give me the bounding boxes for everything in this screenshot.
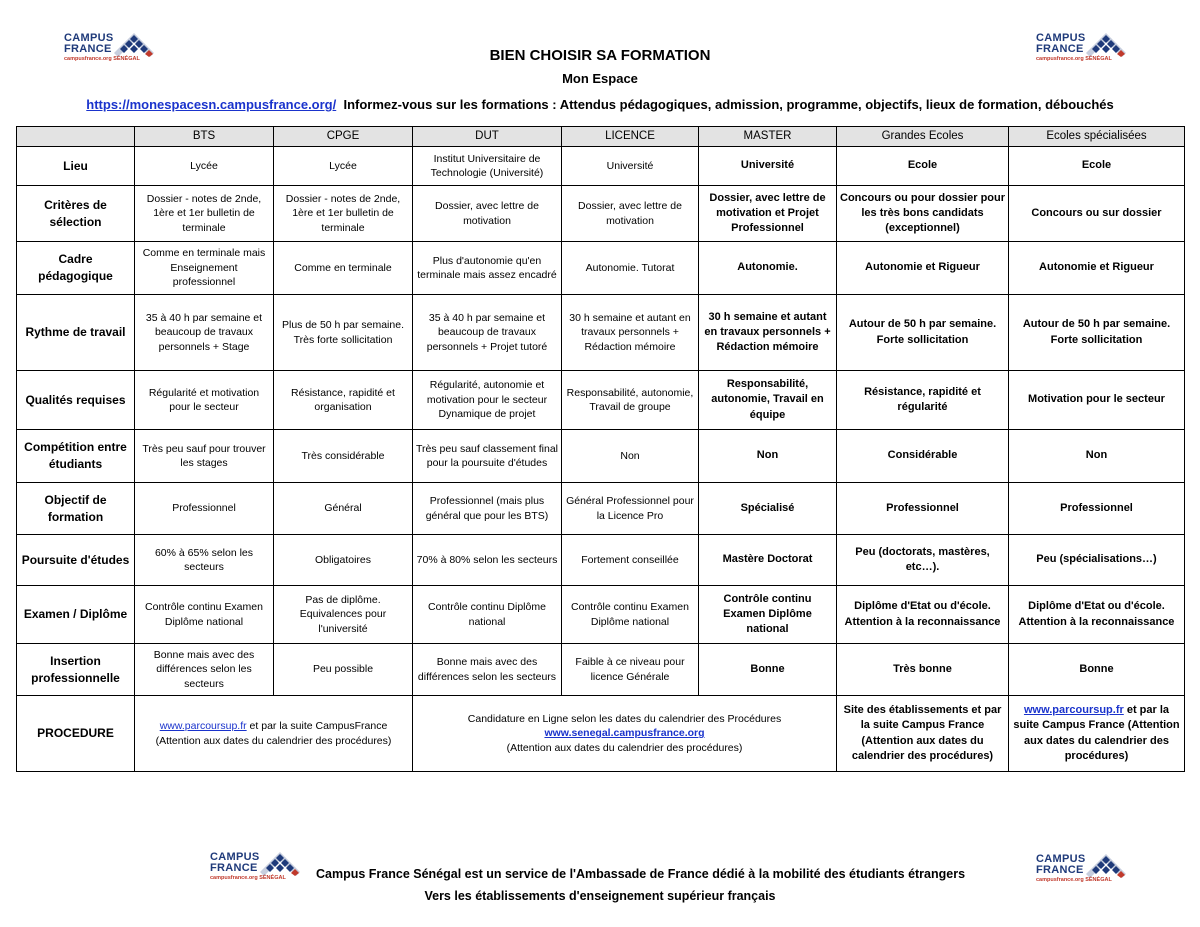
row-header: Rythme de travail (17, 295, 135, 371)
row-header: Insertion professionnelle (17, 644, 135, 696)
table-cell: Professionnel (1009, 483, 1185, 535)
table-cell: Lycée (135, 147, 274, 186)
table-cell: Non (1009, 430, 1185, 483)
table-cell: Non (699, 430, 837, 483)
column-header: CPGE (274, 127, 413, 147)
table-cell: Considérable (837, 430, 1009, 483)
campusfrance-senegal-link[interactable]: www.senegal.campusfrance.org (544, 727, 705, 740)
procedure-note: (Attention aux dates du calendrier des procédures) (155, 734, 392, 747)
logo-text-line1: CAMPUS (1036, 32, 1086, 44)
footer-line1: Campus France Sénégal est un service de l'Ambassade de France dédié à la mobilité des étudiants étrangers (316, 867, 966, 881)
row-header: Compétition entre étudiants (17, 430, 135, 483)
logo-country: SÉNÉGAL (1085, 56, 1112, 62)
logo-text-line2: FRANCE (64, 43, 112, 55)
column-header: Ecoles spécialisées (1009, 127, 1185, 147)
logo-diamond-icon (1086, 854, 1126, 878)
table-cell: Responsabilité, autonomie, Travail en équipe (699, 371, 837, 430)
table-cell: Résistance, rapidité et régularité (837, 371, 1009, 430)
table-cell: Comme en terminale mais Enseignement professionnel (135, 242, 274, 295)
table-row (17, 371, 1185, 430)
row-header: Qualités requises (17, 371, 135, 430)
header-link-line (0, 97, 1200, 112)
table-cell: Ecole (1009, 147, 1185, 186)
table-row (17, 430, 1185, 483)
table-cell: Concours ou sur dossier (1009, 186, 1185, 242)
parcoursup-link[interactable]: www.parcoursup.fr (159, 720, 247, 733)
row-header: Lieu (17, 147, 135, 186)
table-row (17, 147, 1185, 186)
table-cell: Spécialisé (699, 483, 837, 535)
formations-table (16, 126, 1185, 772)
row-header: Poursuite d'études (17, 535, 135, 586)
table-cell: Concours ou pour dossier pour les très bons candidats (exceptionnel) (837, 186, 1009, 242)
table-cell: Mastère Doctorat (699, 535, 837, 586)
table-cell: Responsabilité, autonomie, Travail de groupe (562, 371, 699, 430)
column-header: Grandes Ecoles (837, 127, 1009, 147)
table-cell: Diplôme d'Etat ou d'école. Attention à la reconnaissance (1009, 586, 1185, 644)
table-cell: Professionnel (837, 483, 1009, 535)
campus-france-logo (1036, 854, 1126, 888)
table-cell: 30 h semaine et autant en travaux personnels + Rédaction mémoire (562, 295, 699, 371)
table-cell: Autonomie. Tutorat (562, 242, 699, 295)
campus-france-logo (210, 852, 300, 886)
logo-url: campusfrance.org (210, 875, 258, 881)
row-header: Cadre pédagogique (17, 242, 135, 295)
logo-url: campusfrance.org (64, 56, 112, 62)
column-header: LICENCE (562, 127, 699, 147)
logo-text-line2: FRANCE (1036, 864, 1084, 876)
logo-diamond-icon (260, 852, 300, 876)
table-cell: 70% à 80% selon les secteurs (413, 535, 562, 586)
logo-text-line2: FRANCE (210, 862, 258, 874)
table-cell: Dossier, avec lettre de motivation et Projet Professionnel (699, 186, 837, 242)
table-cell: Résistance, rapidité et organisation (274, 371, 413, 430)
table-cell: Motivation pour le secteur (1009, 371, 1185, 430)
table-cell: Autour de 50 h par semaine. Forte sollicitation (837, 295, 1009, 371)
table-cell: Ecole (837, 147, 1009, 186)
row-header: PROCEDURE (17, 696, 135, 772)
logo-text-line1: CAMPUS (210, 851, 260, 863)
table-cell: Comme en terminale (274, 242, 413, 295)
table-row (17, 586, 1185, 644)
page-title: BIEN CHOISIR SA FORMATION (489, 47, 711, 64)
column-header: BTS (135, 127, 274, 147)
table-cell: 35 à 40 h par semaine et beaucoup de travaux personnels + Stage (135, 295, 274, 371)
table-cell: Autonomie. (699, 242, 837, 295)
procedure-text: et par la suite Campus France (Attention aux dates du calendrier des procédures) (1013, 704, 1180, 762)
table-cell: 35 à 40 h par semaine et beaucoup de travaux personnels + Projet tutoré (413, 295, 562, 371)
parcoursup-link[interactable]: www.parcoursup.fr (1023, 704, 1124, 717)
table-row (17, 295, 1185, 371)
header-link-description: Informez-vous sur les formations : Attendus pédagogiques, admission, programme, objectifs, lieux de formation, débouchés (343, 97, 1114, 112)
table-cell: Autour de 50 h par semaine. Forte sollicitation (1009, 295, 1185, 371)
table-cell: Peu possible (274, 644, 413, 696)
procedure-bts-cpge-cell (135, 696, 413, 772)
table-cell: Pas de diplôme. Equivalences pour l'université (274, 586, 413, 644)
table-cell: Bonne mais avec des différences selon les secteurs (135, 644, 274, 696)
table-cell: Autonomie et Rigueur (837, 242, 1009, 295)
table-row (17, 535, 1185, 586)
logo-text-line1: CAMPUS (1036, 853, 1086, 865)
table-cell: Peu (spécialisations…) (1009, 535, 1185, 586)
table-header-row (17, 127, 1185, 147)
table-cell: Plus de 50 h par semaine. Très forte sollicitation (274, 295, 413, 371)
table-cell: Bonne mais avec des différences selon les secteurs (413, 644, 562, 696)
table-cell: Faible à ce niveau pour licence Générale (562, 644, 699, 696)
column-header: DUT (413, 127, 562, 147)
table-cell: Contrôle continu Examen Diplôme national (135, 586, 274, 644)
table-row (17, 644, 1185, 696)
procedure-university-cell (413, 696, 837, 772)
table-cell: Université (562, 147, 699, 186)
table-cell: Professionnel (mais plus général que pour les BTS) (413, 483, 562, 535)
table-cell: Dossier - notes de 2nde, 1ère et 1er bulletin de terminale (274, 186, 413, 242)
procedure-ecoles-specialisees-cell (1009, 696, 1185, 772)
table-cell: Université (699, 147, 837, 186)
logo-country: SÉNÉGAL (113, 56, 140, 62)
table-cell: Professionnel (135, 483, 274, 535)
table-cell: Peu (doctorats, mastères, etc…). (837, 535, 1009, 586)
logo-country: SÉNÉGAL (259, 875, 286, 881)
procedure-note: (Attention aux dates du calendrier des procédures) (506, 741, 743, 754)
table-cell: Plus d'autonomie qu'en terminale mais assez encadré (413, 242, 562, 295)
table-cell: Régularité et motivation pour le secteur (135, 371, 274, 430)
footer-line2: Vers les établissements d'enseignement supérieur français (424, 889, 776, 903)
table-cell: Régularité, autonomie et motivation pour le secteur Dynamique de projet (413, 371, 562, 430)
table-row (17, 483, 1185, 535)
table-cell: Non (562, 430, 699, 483)
table-cell: Autonomie et Rigueur (1009, 242, 1185, 295)
procedure-grandes-ecoles-cell: Site des établissements et par la suite Campus France (Attention aux dates du calendrier des procédures) (837, 696, 1009, 772)
table-row (17, 242, 1185, 295)
table-cell: Contrôle continu Examen Diplôme national (699, 586, 837, 644)
table-cell: Contrôle continu Examen Diplôme national (562, 586, 699, 644)
table-row (17, 186, 1185, 242)
table-cell: Obligatoires (274, 535, 413, 586)
table-cell: Institut Universitaire de Technologie (Université) (413, 147, 562, 186)
row-header: Examen / Diplôme (17, 586, 135, 644)
table-cell: 30 h semaine et autant en travaux personnels + Rédaction mémoire (699, 295, 837, 371)
table-cell: Très peu sauf classement final pour la poursuite d'études (413, 430, 562, 483)
logo-country: SÉNÉGAL (1085, 877, 1112, 883)
table-cell: Lycée (274, 147, 413, 186)
row-header: Critères de sélection (17, 186, 135, 242)
table-cell: Bonne (699, 644, 837, 696)
table-cell: Très considérable (274, 430, 413, 483)
logo-url: campusfrance.org (1036, 56, 1084, 62)
table-cell: Contrôle continu Diplôme national (413, 586, 562, 644)
procedure-text: et par la suite CampusFrance (246, 720, 388, 733)
table-cell: Fortement conseillée (562, 535, 699, 586)
table-cell: Général Professionnel pour la Licence Pro (562, 483, 699, 535)
table-cell: Dossier, avec lettre de motivation (413, 186, 562, 242)
logo-text-line1: CAMPUS (64, 32, 114, 44)
page-subtitle: Mon Espace (562, 71, 638, 86)
procedure-text: Candidature en Ligne selon les dates du calendrier des Procédures (467, 712, 782, 725)
row-header: Objectif de formation (17, 483, 135, 535)
table-cell: Très peu sauf pour trouver les stages (135, 430, 274, 483)
column-header: MASTER (699, 127, 837, 147)
table-cell: 60% à 65% selon les secteurs (135, 535, 274, 586)
monespace-link[interactable]: https://monespacesn.campusfrance.org/ (86, 97, 337, 112)
column-header (17, 127, 135, 147)
logo-text-line2: FRANCE (1036, 43, 1084, 55)
table-cell: Diplôme d'Etat ou d'école. Attention à la reconnaissance (837, 586, 1009, 644)
table-cell: Dossier, avec lettre de motivation (562, 186, 699, 242)
table-cell: Très bonne (837, 644, 1009, 696)
table-cell: Bonne (1009, 644, 1185, 696)
table-cell: Général (274, 483, 413, 535)
procedure-row (17, 696, 1185, 772)
logo-url: campusfrance.org (1036, 877, 1084, 883)
table-cell: Dossier - notes de 2nde, 1ère et 1er bulletin de terminale (135, 186, 274, 242)
